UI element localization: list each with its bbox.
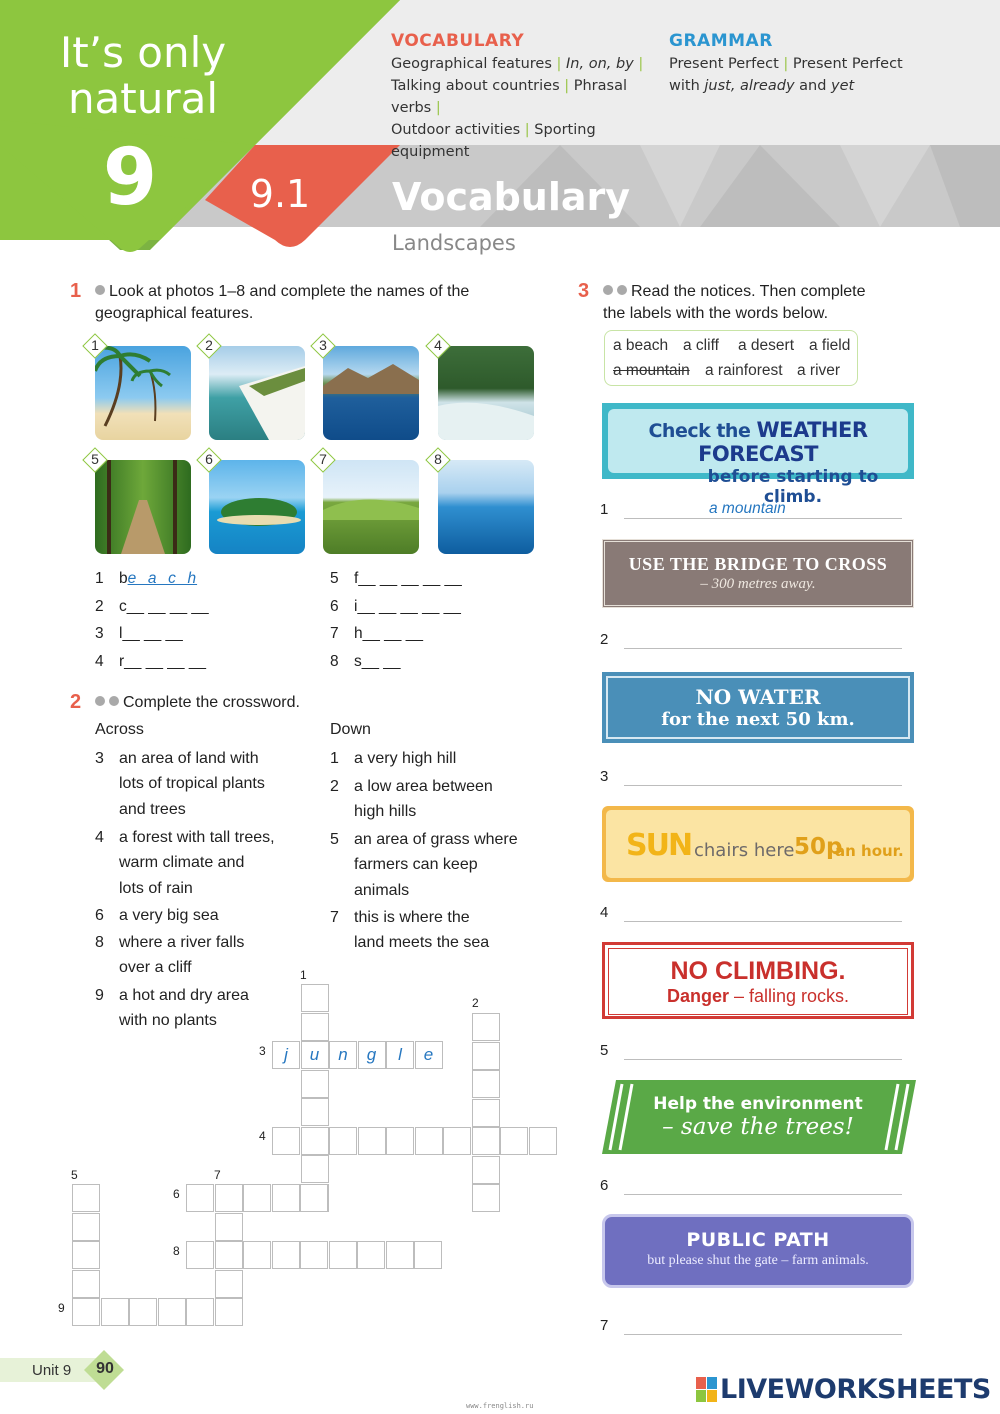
word-bank bbox=[604, 330, 858, 386]
notice-public-path: PUBLIC PATH but please shut the gate – farm animals. bbox=[602, 1214, 914, 1288]
photo-island bbox=[209, 460, 305, 554]
answer-row[interactable]: 6 i__ __ __ __ __ bbox=[330, 598, 461, 615]
grammar-heading: GRAMMAR bbox=[669, 31, 773, 51]
photo-number-badge: 4 bbox=[427, 335, 449, 357]
word-bank-item-used: a mountain bbox=[613, 362, 690, 379]
crossword-cell[interactable] bbox=[301, 984, 329, 1012]
crossword-cell[interactable] bbox=[101, 1298, 129, 1326]
answer-row[interactable]: 5 f__ __ __ __ __ bbox=[330, 570, 462, 587]
word-bank-item: a field bbox=[809, 337, 851, 354]
crossword-cell[interactable] bbox=[72, 1298, 100, 1326]
crossword-cell[interactable] bbox=[215, 1184, 243, 1212]
grid-number: 7 bbox=[214, 1168, 221, 1182]
vocab-item: Outdoor activities bbox=[391, 122, 521, 138]
photo-number-badge: 6 bbox=[198, 449, 220, 471]
photo-cliff bbox=[209, 346, 305, 440]
crossword-cell[interactable] bbox=[500, 1127, 528, 1155]
word-bank-item: a rainforest bbox=[705, 362, 783, 379]
grid-number: 5 bbox=[71, 1168, 78, 1182]
difficulty-dot-icon bbox=[617, 285, 627, 295]
crossword-cell[interactable] bbox=[129, 1298, 157, 1326]
crossword-cell-filled[interactable]: l bbox=[386, 1041, 414, 1069]
grid-number: 2 bbox=[472, 996, 479, 1010]
crossword-cell[interactable] bbox=[215, 1298, 243, 1326]
crossword-cell[interactable] bbox=[472, 1099, 500, 1127]
vocab-item: In, on, by bbox=[566, 56, 634, 72]
notice-bridge: USE THE BRIDGE TO CROSS – 300 metres away. bbox=[602, 539, 914, 608]
crossword-cell[interactable] bbox=[300, 1184, 328, 1212]
exercise-3-instruction: Read the notices. Then complete the labels with the words below. bbox=[603, 283, 866, 322]
difficulty-dot-icon bbox=[109, 696, 119, 706]
unit-title: It’s only natural bbox=[59, 28, 227, 123]
notice-sun-chairs: SUN chairs here 50p an hour. bbox=[602, 806, 914, 882]
crossword-cell[interactable] bbox=[472, 1156, 500, 1184]
answer-row[interactable]: 2 c__ __ __ __ bbox=[95, 598, 209, 615]
crossword-cell[interactable] bbox=[529, 1127, 557, 1155]
crossword-cell[interactable] bbox=[357, 1241, 385, 1269]
crossword-cell[interactable] bbox=[472, 1127, 500, 1155]
crossword-cell[interactable] bbox=[301, 1098, 329, 1126]
exercise-1-instruction: Look at photos 1–8 and complete the names of the geographical features. bbox=[95, 283, 470, 322]
crossword-cell[interactable] bbox=[472, 1042, 500, 1070]
exercise-1-number: 1 bbox=[70, 280, 82, 302]
answer-row[interactable]: 3 l__ __ __ bbox=[95, 625, 183, 642]
notice-no-climbing: NO CLIMBING. Danger – falling rocks. bbox=[602, 942, 914, 1019]
answer-row[interactable]: 7 h__ __ __ bbox=[330, 625, 423, 642]
grammar-item: and bbox=[799, 78, 827, 94]
crossword-cell[interactable] bbox=[386, 1241, 414, 1269]
crossword-cell[interactable] bbox=[272, 1184, 300, 1212]
crossword-cell[interactable] bbox=[472, 1013, 500, 1041]
grid-number: 4 bbox=[259, 1129, 266, 1143]
photo-beach bbox=[95, 346, 191, 440]
crossword-cell-filled[interactable]: j bbox=[272, 1041, 300, 1069]
crossword-cell[interactable] bbox=[301, 1127, 329, 1155]
crossword-cell[interactable] bbox=[472, 1070, 500, 1098]
grammar-item: just, already bbox=[704, 78, 795, 94]
unit-number: 9 bbox=[102, 133, 158, 223]
footer-website: www.frenglish.ru bbox=[466, 1402, 534, 1410]
crossword-cell[interactable] bbox=[300, 1241, 328, 1269]
crossword-cell[interactable] bbox=[443, 1127, 471, 1155]
crossword-cell[interactable] bbox=[186, 1241, 214, 1269]
crossword-cell[interactable] bbox=[243, 1184, 271, 1212]
vocab-item: Talking about countries bbox=[391, 78, 560, 94]
lesson-title: Vocabulary bbox=[392, 175, 631, 219]
crossword-cell[interactable] bbox=[72, 1213, 100, 1241]
grammar-summary: GRAMMAR Present Perfect | Present Perfect with just, already and yet bbox=[669, 31, 929, 97]
crossword-cell[interactable] bbox=[472, 1184, 500, 1212]
label-number: 6 bbox=[600, 1177, 609, 1194]
vocab-item: Phrasal verbs bbox=[391, 78, 627, 116]
label-input[interactable] bbox=[624, 1314, 902, 1335]
grammar-item: Present Perfect bbox=[669, 56, 779, 72]
difficulty-dot-icon bbox=[95, 285, 105, 295]
grid-number: 6 bbox=[173, 1187, 180, 1201]
lesson-number: 9.1 bbox=[249, 172, 311, 216]
answer-row[interactable]: 8 s__ __ bbox=[330, 653, 401, 670]
label-input[interactable] bbox=[624, 628, 902, 649]
liveworksheets-brand[interactable]: LIVEWORKSHEETS bbox=[720, 1374, 991, 1405]
answer-row[interactable]: 4 r__ __ __ __ bbox=[95, 653, 207, 670]
notice-environment: Help the environment – save the trees! bbox=[653, 1094, 863, 1140]
vocab-item: Sporting equipment bbox=[391, 122, 596, 160]
photo-sea bbox=[438, 460, 534, 554]
label-number: 4 bbox=[600, 904, 609, 921]
crossword-cell-filled[interactable]: n bbox=[329, 1041, 357, 1069]
notice-weather-forecast: Check the WEATHER FORECAST before starting to climb. bbox=[602, 403, 914, 479]
crossword-cell[interactable] bbox=[158, 1298, 186, 1326]
crossword-cell[interactable] bbox=[414, 1241, 442, 1269]
label-number: 5 bbox=[600, 1042, 609, 1059]
crossword-cell[interactable] bbox=[72, 1241, 100, 1269]
grammar-item: with bbox=[669, 78, 700, 94]
vocabulary-summary: VOCABULARY Geographical features | In, on, by | Talking about countries | Phrasal verbs | Outdoor activities | Sporting equipment bbox=[391, 31, 651, 163]
photo-forest bbox=[95, 460, 191, 554]
crossword-cell[interactable] bbox=[301, 1155, 329, 1183]
label-input[interactable] bbox=[624, 1174, 902, 1195]
crossword-cell[interactable] bbox=[272, 1127, 300, 1155]
crossword-cell[interactable] bbox=[358, 1127, 386, 1155]
grid-number: 3 bbox=[259, 1044, 266, 1058]
footer-unit-label: Unit 9 bbox=[32, 1362, 72, 1379]
grammar-item: Present Perfect bbox=[792, 56, 903, 72]
crossword-cell[interactable] bbox=[186, 1298, 214, 1326]
word-bank-item: a cliff bbox=[683, 337, 719, 354]
label-input[interactable]: a mountain bbox=[624, 498, 902, 519]
vocab-item: Geographical features bbox=[391, 56, 552, 72]
crossword-cell-filled[interactable]: g bbox=[358, 1041, 386, 1069]
photo-number-badge: 1 bbox=[84, 335, 106, 357]
grammar-item: yet bbox=[831, 78, 855, 94]
exercise-2-number: 2 bbox=[70, 691, 82, 713]
grid-number: 8 bbox=[173, 1244, 180, 1258]
difficulty-dot-icon bbox=[95, 696, 105, 706]
lesson-subtitle: Landscapes bbox=[392, 231, 516, 255]
crossword-cell[interactable] bbox=[301, 1070, 329, 1098]
crossword-cell[interactable] bbox=[215, 1213, 243, 1241]
crossword-cell-filled[interactable]: u bbox=[301, 1041, 329, 1069]
liveworksheets-logo-icon bbox=[696, 1377, 718, 1403]
crossword-cell[interactable] bbox=[415, 1127, 443, 1155]
across-heading: Across bbox=[95, 721, 144, 738]
vocabulary-heading: VOCABULARY bbox=[391, 31, 525, 51]
label-number: 3 bbox=[600, 768, 609, 785]
crossword-cell[interactable] bbox=[272, 1241, 300, 1269]
crossword-cell[interactable] bbox=[243, 1241, 271, 1269]
answer-filled[interactable]: e a c h bbox=[127, 570, 198, 587]
photo-number-badge: 2 bbox=[198, 335, 220, 357]
answer-row[interactable]: 1 be a c h bbox=[95, 570, 198, 587]
label-number: 7 bbox=[600, 1317, 609, 1334]
label-number: 1 bbox=[600, 501, 609, 518]
grid-number: 1 bbox=[300, 968, 307, 982]
word-bank-item: a desert bbox=[738, 337, 795, 354]
crossword-cell[interactable] bbox=[72, 1270, 100, 1298]
exercise-2-instruction: Complete the crossword. bbox=[95, 692, 300, 714]
page-number: 90 bbox=[96, 1360, 114, 1377]
label-input[interactable] bbox=[624, 765, 902, 786]
exercise-3-number: 3 bbox=[578, 280, 590, 302]
crossword-cell-filled[interactable]: e bbox=[415, 1041, 443, 1069]
photo-hill bbox=[323, 460, 419, 554]
photo-number-badge: 5 bbox=[84, 449, 106, 471]
label-input[interactable] bbox=[624, 1039, 902, 1060]
photo-number-badge: 7 bbox=[312, 449, 334, 471]
photo-number-badge: 8 bbox=[427, 449, 449, 471]
crossword-cell[interactable] bbox=[215, 1270, 243, 1298]
photo-river bbox=[438, 346, 534, 440]
label-input[interactable] bbox=[624, 901, 902, 922]
crossword-cell[interactable] bbox=[386, 1127, 414, 1155]
photo-lake bbox=[323, 346, 419, 440]
crossword-cell[interactable] bbox=[301, 1013, 329, 1041]
crossword-cell[interactable] bbox=[215, 1241, 243, 1269]
notice-no-water: NO WATER for the next 50 km. bbox=[602, 672, 914, 743]
crossword-cell[interactable] bbox=[72, 1184, 100, 1212]
word-bank-item: a river bbox=[797, 362, 841, 379]
crossword-cell[interactable] bbox=[186, 1184, 214, 1212]
photo-number-badge: 3 bbox=[312, 335, 334, 357]
difficulty-dot-icon bbox=[603, 285, 613, 295]
word-bank-item: a beach bbox=[613, 337, 669, 354]
label-number: 2 bbox=[600, 631, 609, 648]
crossword-cell[interactable] bbox=[329, 1241, 357, 1269]
down-heading: Down bbox=[330, 721, 371, 738]
grid-number: 9 bbox=[58, 1301, 65, 1315]
crossword-cell[interactable] bbox=[329, 1127, 357, 1155]
